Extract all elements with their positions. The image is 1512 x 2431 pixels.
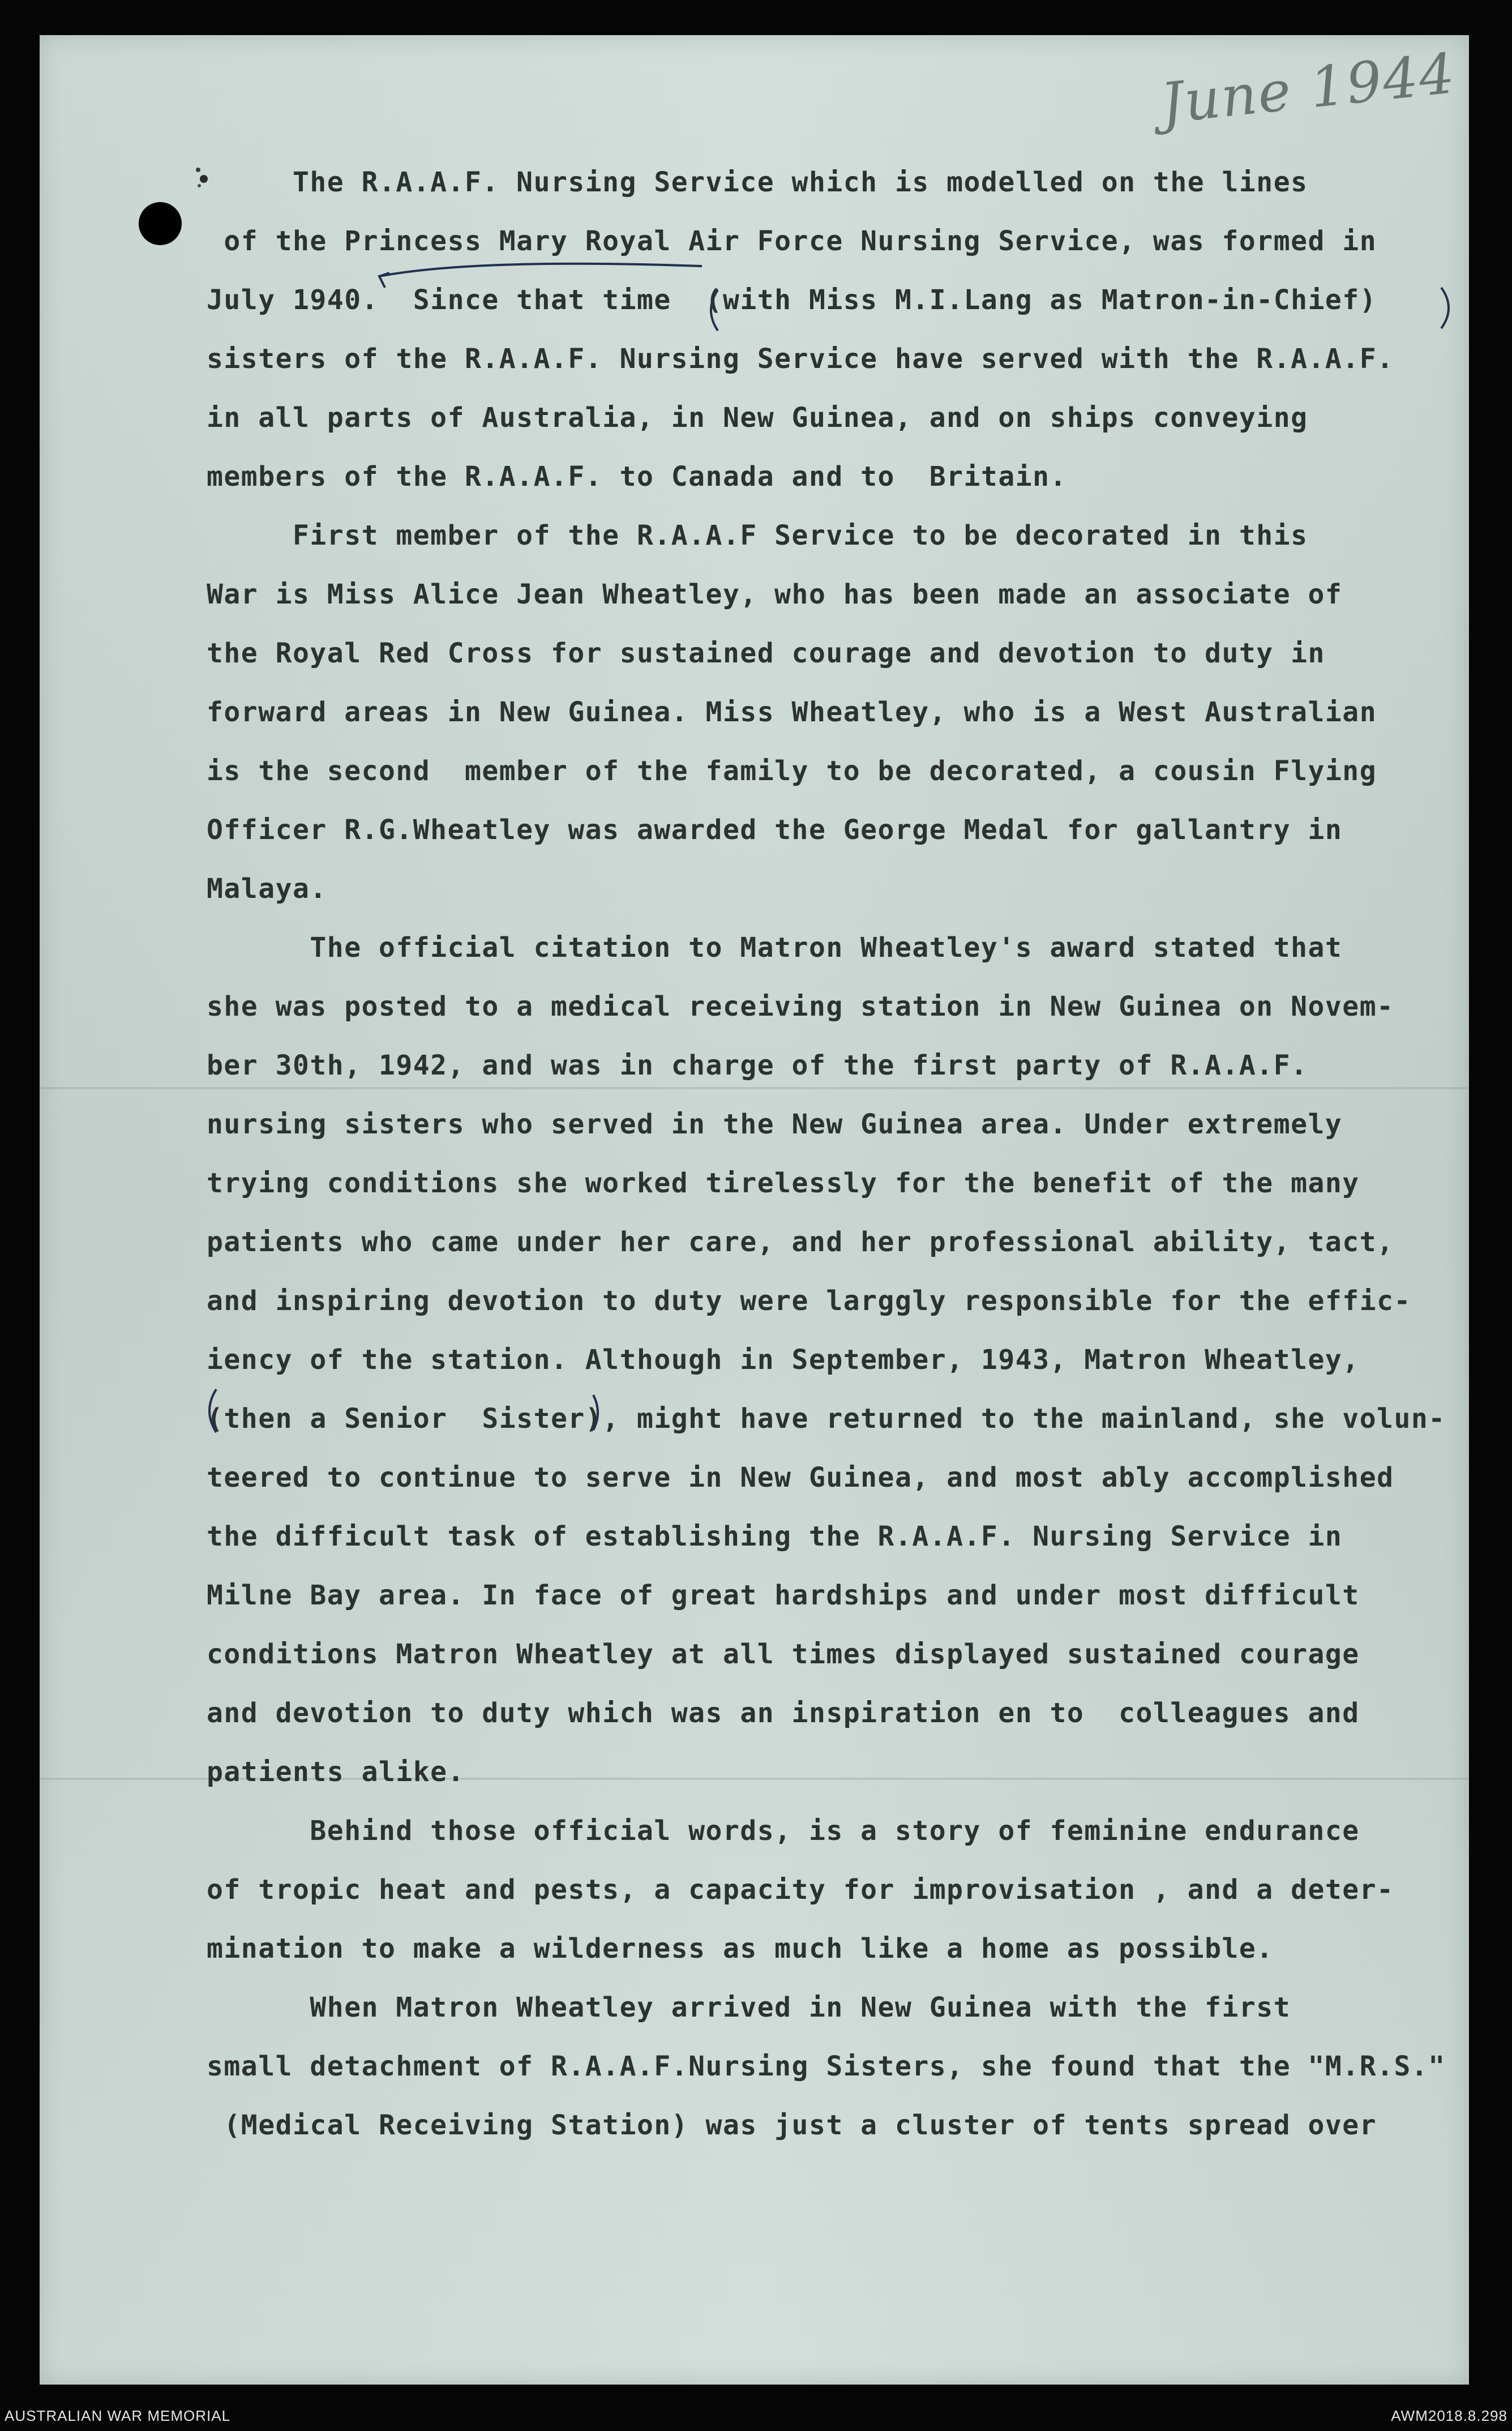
typed-line: patients alike. xyxy=(207,1756,465,1788)
typed-line: conditions Matron Wheatley at all times displayed sustained courage xyxy=(207,1638,1360,1670)
typed-line: the difficult task of establishing the R.A.A.F. Nursing Service in xyxy=(207,1521,1343,1552)
typed-line: sisters of the R.A.A.F. Nursing Service have served with the R.A.A.F. xyxy=(207,343,1394,375)
typed-line: forward areas in New Guinea. Miss Wheatley, who is a West Australian xyxy=(207,696,1377,728)
reference-caption: AWM2018.8.298 xyxy=(1391,2407,1507,2424)
typed-body-text xyxy=(207,153,1475,2155)
typed-line: iency of the station. Although in September, 1943, Matron Wheatley, xyxy=(207,1344,1360,1376)
typed-line: teered to continue to serve in New Guinea, and most ably accomplished xyxy=(207,1462,1394,1493)
handwritten-date: June 1944 xyxy=(1158,41,1459,136)
typed-line: and inspiring devotion to duty were larggly responsible for the effic- xyxy=(207,1285,1411,1317)
typed-line: First member of the R.A.A.F Service to be decorated in this xyxy=(207,520,1308,551)
typed-line: members of the R.A.A.F. to Canada and to Britain. xyxy=(207,461,1067,493)
insertion-mark-icon xyxy=(362,254,725,293)
open-bracket-icon xyxy=(199,1387,222,1435)
typed-line: Malaya. xyxy=(207,873,327,905)
typed-line: Officer R.G.Wheatley was awarded the George Medal for gallantry in xyxy=(207,814,1343,846)
typed-line: of tropic heat and pests, a capacity for improvisation , and a deter- xyxy=(207,1874,1394,1906)
typed-line: trying conditions she worked tirelessly for the benefit of the many xyxy=(207,1167,1360,1199)
typed-line: she was posted to a medical receiving station in New Guinea on Novem- xyxy=(207,991,1394,1022)
typed-line: and devotion to duty which was an inspiration en to colleagues and xyxy=(207,1697,1360,1729)
typed-line: is the second member of the family to be decorated, a cousin Flying xyxy=(207,755,1377,787)
typed-line: mination to make a wilderness as much like a home as possible. xyxy=(207,1933,1274,1965)
typed-line: the Royal Red Cross for sustained courage and devotion to duty in xyxy=(207,637,1325,669)
typed-line: (Medical Receiving Station) was just a cluster of tents spread over xyxy=(207,2109,1377,2141)
typed-line: The R.A.A.F. Nursing Service which is modelled on the lines xyxy=(207,166,1308,198)
typed-line: nursing sisters who served in the New Guinea area. Under extremely xyxy=(207,1108,1343,1140)
typed-line: July 1940. Since that time (with Miss M.I.Lang as Matron-in-Chief) xyxy=(207,284,1377,316)
close-bracket-icon xyxy=(1437,285,1459,331)
typed-line: Behind those official words, is a story of feminine endurance xyxy=(207,1815,1360,1847)
typed-line: War is Miss Alice Jean Wheatley, who has been made an associate of xyxy=(207,579,1343,610)
typed-line: The official citation to Matron Wheatley's award stated that xyxy=(207,932,1343,964)
typed-line: ber 30th, 1942, and was in charge of the first party of R.A.A.F. xyxy=(207,1050,1308,1081)
typed-line: Milne Bay area. In face of great hardships and under most difficult xyxy=(207,1580,1360,1611)
typed-line: When Matron Wheatley arrived in New Guinea with the first xyxy=(207,1992,1291,2023)
typed-line: small detachment of R.A.A.F.Nursing Sisters, she found that the "M.R.S." xyxy=(207,2051,1446,2082)
typed-line: in all parts of Australia, in New Guinea, and on ships conveying xyxy=(207,402,1308,434)
close-bracket-icon xyxy=(589,1393,606,1432)
punch-hole xyxy=(139,202,182,245)
institution-caption: AUSTRALIAN WAR MEMORIAL xyxy=(5,2407,231,2424)
typed-line: (then a Senior Sister), might have returned to the mainland, she volun- xyxy=(207,1403,1446,1435)
open-bracket-icon xyxy=(701,288,723,333)
typed-line: patients who came under her care, and her professional ability, tact, xyxy=(207,1226,1394,1258)
typed-line: of the Princess Mary Royal Air Force Nursing Service, was formed in xyxy=(207,225,1377,257)
